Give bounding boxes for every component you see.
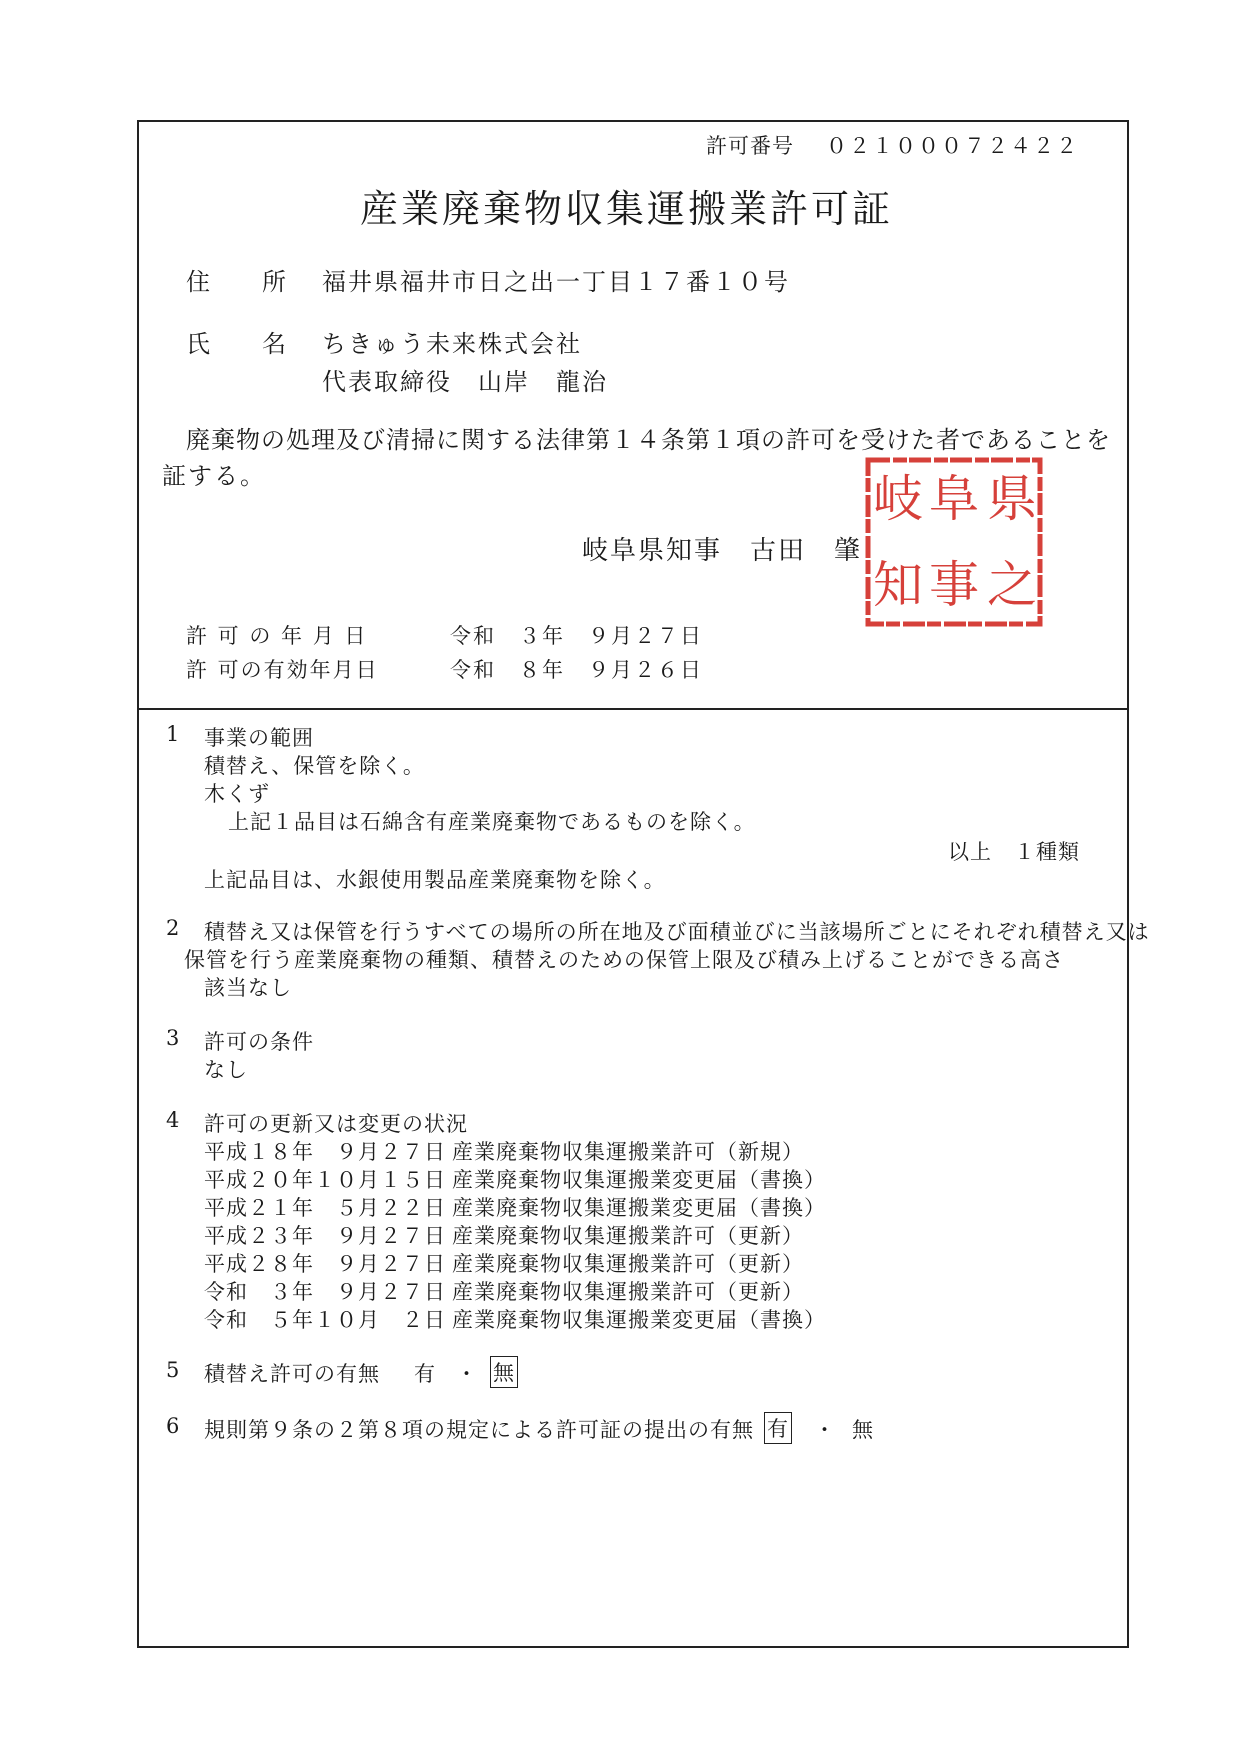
- history-event: 産業廃棄物収集運搬業変更届（書換）: [452, 1168, 826, 1192]
- section-5-option-yes: 有: [414, 1362, 436, 1386]
- section-2-number: 2: [166, 916, 181, 940]
- section-3-number: 3: [166, 1026, 181, 1050]
- address-label-2: 所: [262, 268, 288, 296]
- section-1-heading: 事業の範囲: [204, 726, 314, 750]
- history-date: 平成２８年 ９月２７日: [204, 1252, 446, 1276]
- section-1-number: 1: [166, 722, 181, 746]
- section-6-heading: 規則第９条の２第８項の規定による許可証の提出の有無: [204, 1418, 754, 1442]
- expiry-date-value: 令和 ８年 ９月２６日: [450, 658, 703, 682]
- history-event: 産業廃棄物収集運搬業変更届（書換）: [452, 1196, 826, 1220]
- seal-char-4: 之: [987, 556, 1037, 614]
- seal-char-1: 県: [987, 470, 1037, 528]
- address-value: 福井県福井市日之出一丁目１７番１０号: [322, 268, 790, 296]
- section-1-line-3: 上記１品目は石綿含有産業廃棄物であるものを除く。: [228, 810, 756, 834]
- section-divider: [137, 708, 1129, 710]
- representative-name: 代表取締役 山岸 龍治: [322, 368, 608, 396]
- address-label-1: 住: [186, 268, 212, 296]
- page-title: 産業廃棄物収集運搬業許可証: [360, 187, 894, 231]
- section-4-heading: 許可の更新又は変更の状況: [204, 1112, 468, 1136]
- section-4-number: 4: [166, 1108, 181, 1132]
- section-5-option-no-selected: 無: [490, 1356, 518, 1388]
- section-1-line-2: 木くず: [204, 782, 270, 806]
- company-name: ちきゅう未来株式会社: [322, 330, 582, 358]
- permit-number-value: ０２１０００７２４２２: [826, 134, 1079, 158]
- name-label-2: 名: [262, 330, 288, 358]
- history-date: 平成２０年１０月１５日: [204, 1168, 446, 1192]
- permit-date-label: 許 可 の 年 月 日: [186, 624, 368, 648]
- history-date: 平成１８年 ９月２７日: [204, 1140, 446, 1164]
- name-label-1: 氏: [186, 330, 212, 358]
- section-1-line-1: 積替え、保管を除く。: [204, 754, 425, 778]
- section-6-separator: ・: [814, 1418, 836, 1442]
- history-date: 平成２３年 ９月２７日: [204, 1224, 446, 1248]
- certification-line-2: 証する。: [162, 462, 266, 490]
- section-6-option-no: 無: [852, 1418, 874, 1442]
- section-5-number: 5: [166, 1358, 181, 1382]
- section-3-heading: 許可の条件: [204, 1030, 314, 1054]
- section-5-heading: 積替え許可の有無: [204, 1362, 380, 1386]
- section-2-line-2: 保管を行う産業廃棄物の種類、積替えのための保管上限及び積み上げることができる高さ: [184, 948, 1064, 972]
- section-1-line-4: 上記品目は、水銀使用製品産業廃棄物を除く。: [204, 868, 666, 892]
- expiry-date-label: 許 可の有効年月日: [186, 658, 379, 682]
- history-event: 産業廃棄物収集運搬業許可（新規）: [452, 1140, 804, 1164]
- seal-char-5: 事: [929, 556, 979, 614]
- permit-number-label: 許可番号: [706, 134, 794, 158]
- history-event: 産業廃棄物収集運搬業許可（更新）: [452, 1224, 804, 1248]
- certification-line-1: 廃棄物の処理及び清掃に関する法律第１４条第１項の許可を受けた者であることを: [186, 426, 1111, 454]
- section-2-line-1: 積替え又は保管を行うすべての場所の所在地及び面積並びに当該場所ごとにそれぞれ積替え又は: [204, 920, 1150, 944]
- section-2-line-3: 該当なし: [204, 976, 292, 1000]
- history-date: 平成２１年 ５月２２日: [204, 1196, 446, 1220]
- section-6-number: 6: [166, 1414, 181, 1438]
- history-event: 産業廃棄物収集運搬業許可（更新）: [452, 1280, 804, 1304]
- history-date: 令和 ３年 ９月２７日: [204, 1280, 446, 1304]
- history-event: 産業廃棄物収集運搬業変更届（書換）: [452, 1308, 826, 1332]
- seal-char-2: 阜: [929, 470, 979, 528]
- seal-char-3: 岐: [873, 470, 923, 528]
- seal-char-6: 知: [873, 556, 923, 614]
- issuer-signature: 岐阜県知事 古田 肇: [582, 536, 863, 566]
- section-1-count: 以上 １種類: [948, 840, 1080, 864]
- history-date: 令和 ５年１０月 ２日: [204, 1308, 446, 1332]
- history-event: 産業廃棄物収集運搬業許可（更新）: [452, 1252, 804, 1276]
- section-6-option-yes-selected: 有: [764, 1412, 792, 1444]
- permit-date-value: 令和 ３年 ９月２７日: [450, 624, 703, 648]
- official-seal: [864, 456, 1044, 628]
- section-3-line-1: なし: [204, 1058, 248, 1082]
- section-5-separator: ・: [456, 1362, 478, 1386]
